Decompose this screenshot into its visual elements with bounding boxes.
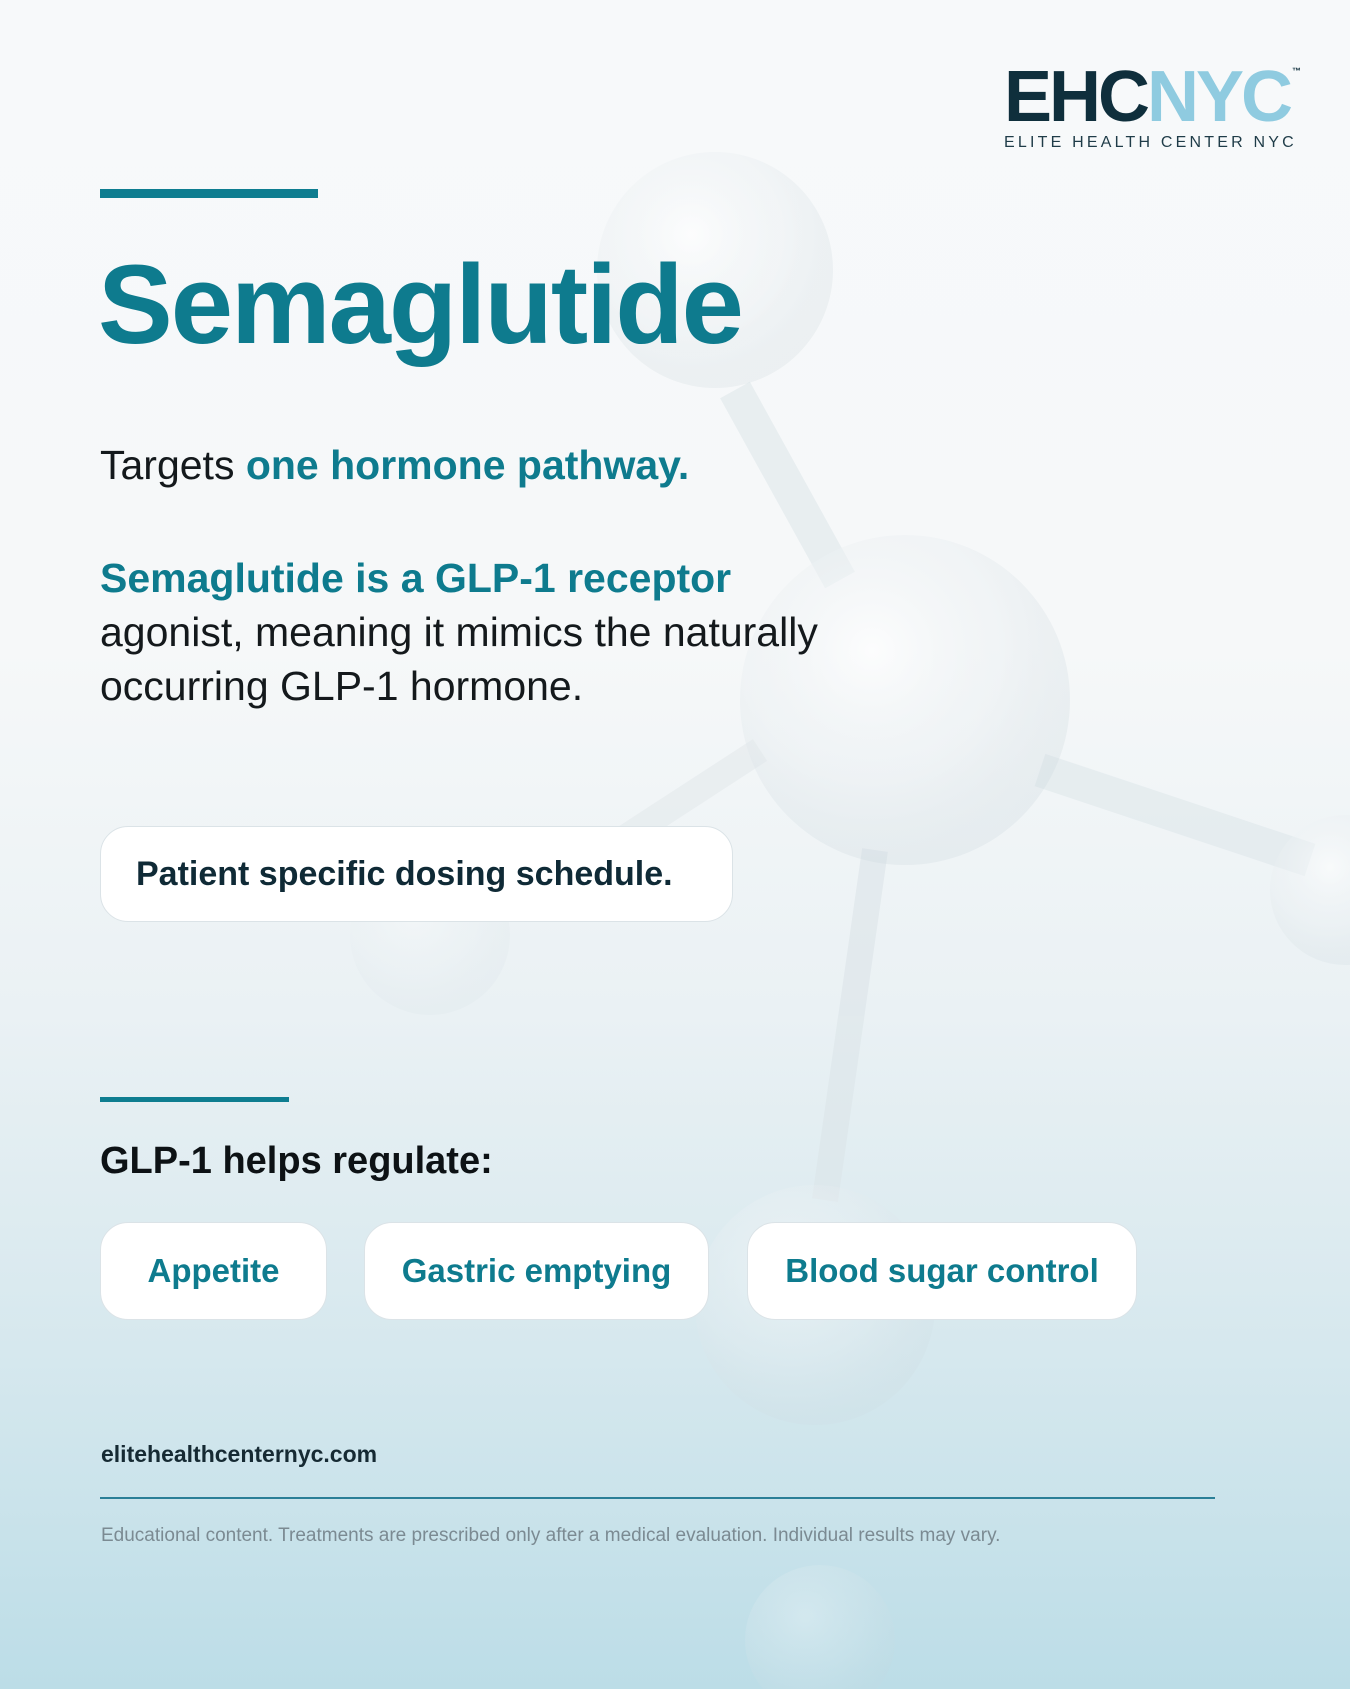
tag-label: Blood sugar control [785,1252,1099,1289]
targets-line [100,437,689,493]
footer-divider [100,1497,1215,1499]
page-title: Semaglutide [98,242,742,367]
regulate-tag-appetite [100,1222,327,1320]
logo-wordmark [1004,57,1304,137]
section-accent-bar [100,1097,289,1102]
regulate-tag-gastric-emptying [364,1222,709,1320]
tag-label: Appetite [147,1252,280,1289]
dosing-pill-label: Patient specific dosing schedule. [136,854,673,893]
top-accent-bar [100,189,318,198]
regulate-heading: GLP-1 helps regulate: [100,1140,493,1182]
regulate-tag-blood-sugar [747,1222,1137,1320]
description-highlight: Semaglutide is a GLP-1 receptor [100,555,732,601]
brand-logo [1004,57,1304,152]
molecule-sphere [745,1565,895,1689]
logo-tagline: ELITE HEALTH CENTER NYC [1004,134,1297,151]
dosing-pill [100,826,733,922]
website-url: elitehealthcenternyc.com [101,1441,378,1467]
logo-accent: NYC [1147,57,1291,137]
description [100,551,820,713]
targets-highlight: one hormone pathway. [245,442,690,488]
logo-primary: EHC [1004,57,1148,137]
disclaimer: Educational content. Treatments are prescribed only after a medical evaluation. Individual results may vary. [101,1525,1001,1546]
trademark-symbol: ™ [1292,66,1301,76]
tag-label: Gastric emptying [401,1252,672,1289]
description-rest: agonist, meaning it mimics the naturally occurring GLP-1 hormone. [100,609,818,709]
targets-prefix: Targets [100,442,246,488]
